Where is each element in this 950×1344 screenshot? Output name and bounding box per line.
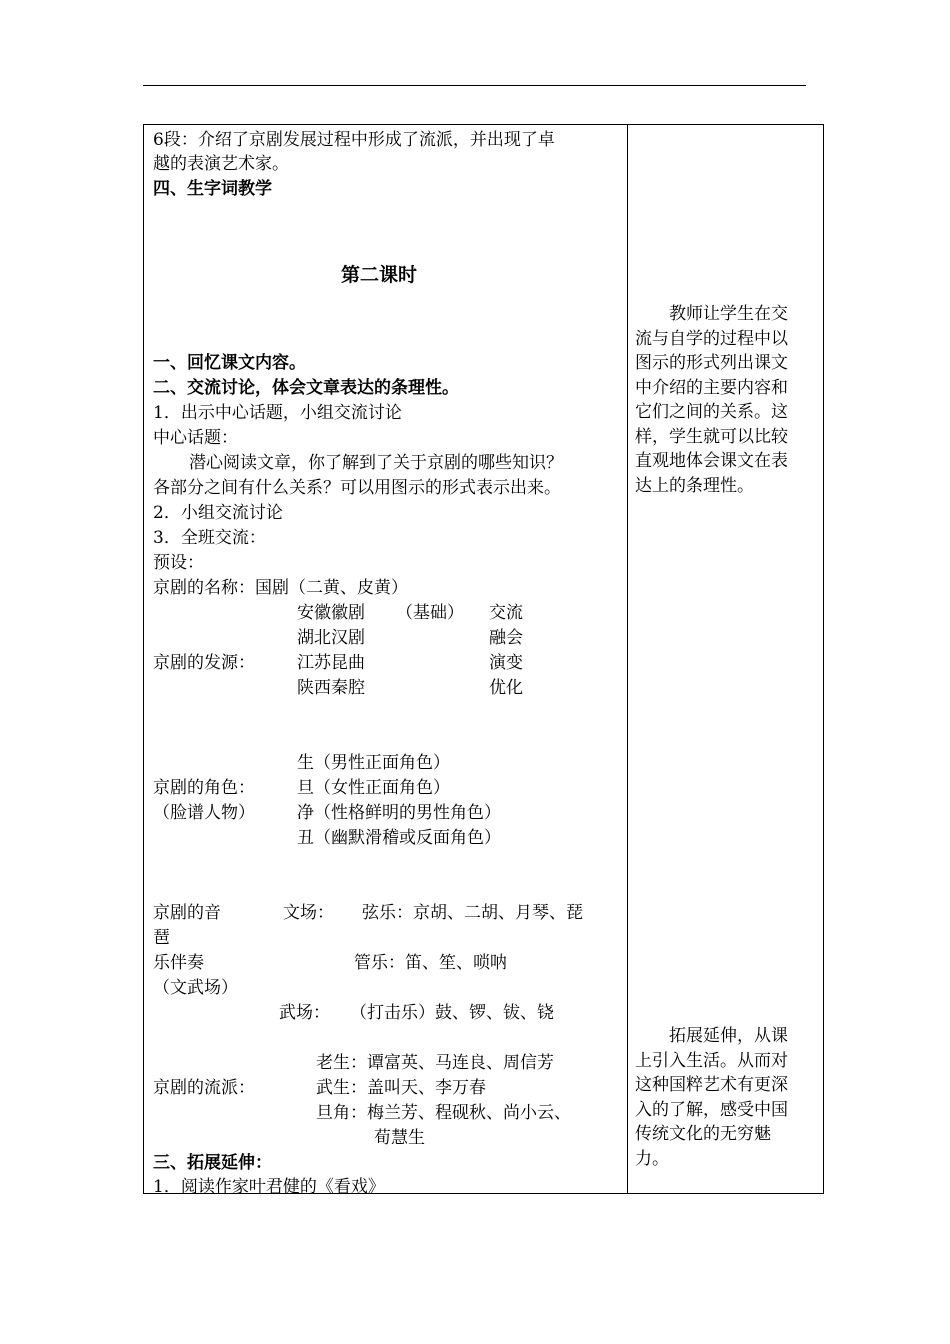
step-one: 1．出示中心话题，小组交流讨论 <box>153 403 402 423</box>
note-line: 教师让学生在交 <box>635 304 788 324</box>
music-wuchang: 武场： <box>279 1003 330 1023</box>
music-strings-wrap: 琶 <box>153 928 170 948</box>
note-line: 流与自学的过程中以 <box>635 328 788 349</box>
step-two: 2．小组交流讨论 <box>153 503 283 523</box>
origin-anhui-note: （基础） <box>396 603 464 623</box>
preset-label: 预设： <box>153 553 204 573</box>
role-dan: 旦（女性正面角色） <box>297 778 450 798</box>
heading-two: 二、交流讨论，体会文章表达的条理性。 <box>153 378 459 398</box>
origin-hubei: 湖北汉剧 <box>297 628 365 648</box>
school-danjiao-wrap: 荀慧生 <box>374 1128 425 1148</box>
note-line: 传统文化的无穷魅 <box>635 1124 771 1144</box>
origin-verb-2: 融会 <box>489 628 523 648</box>
origin-shaanxi: 陕西秦腔 <box>297 678 365 698</box>
note-line: 达上的条理性。 <box>635 475 754 496</box>
column-divider <box>627 125 628 1193</box>
teacher-note-2 <box>635 1024 817 1171</box>
origin-verb-1: 交流 <box>489 603 523 623</box>
music-label-1: 京剧的音 <box>153 903 221 923</box>
school-danjiao: 旦角：梅兰芳、程砚秋、尚小云、 <box>316 1103 571 1123</box>
role-sheng: 生（男性正面角色） <box>297 753 450 773</box>
opera-name-line: 京剧的名称：国剧（二黄、皮黄） <box>153 578 408 598</box>
roles-label: 京剧的角色： <box>153 778 255 798</box>
heading-four: 四、生字词教学 <box>153 179 272 199</box>
school-wusheng: 武生：盖叫天、李万春 <box>316 1078 486 1098</box>
music-label-2: 乐伴奏 <box>153 953 204 973</box>
extension-item-one: 1．阅读作家叶君健的《看戏》 <box>153 1177 385 1197</box>
role-chou: 丑（幽默滑稽或反面角色） <box>297 828 501 848</box>
music-wenchang: 文场： <box>283 903 334 923</box>
roles-label-2: （脸谱人物） <box>153 803 255 823</box>
note-line: 入的了解，感受中国 <box>635 1099 788 1120</box>
para-six-line2: 越的表演艺术家。 <box>153 154 289 174</box>
topic-question-line1: 潜心阅读文章，你了解到了关于京剧的哪些知识？ <box>189 453 563 473</box>
origin-jiangsu: 江苏昆曲 <box>297 653 365 673</box>
lesson-title: 第二课时 <box>341 264 418 286</box>
origin-anhui: 安徽徽剧 <box>297 603 365 623</box>
note-line: 拓展延伸，从课 <box>635 1026 788 1046</box>
note-line: 上引入生活。从而对 <box>635 1050 788 1071</box>
note-line: 它们之间的关系。这 <box>635 402 788 422</box>
music-label-3: （文武场） <box>153 978 238 998</box>
schools-label: 京剧的流派： <box>153 1078 255 1098</box>
step-three: 3．全班交流： <box>153 528 266 548</box>
teacher-note-1 <box>635 302 817 498</box>
topic-label: 中心话题： <box>153 428 238 448</box>
note-line: 力。 <box>635 1148 669 1169</box>
header-rule <box>143 85 806 86</box>
note-line: 直观地体会课文在表 <box>635 451 788 471</box>
music-strings: 弦乐：京胡、二胡、月琴、琵 <box>362 903 583 923</box>
origin-verb-4: 优化 <box>489 678 523 698</box>
note-line: 样，学生就可以比较 <box>635 426 788 447</box>
heading-three: 三、拓展延伸： <box>153 1153 272 1173</box>
origin-label: 京剧的发源： <box>153 653 255 673</box>
lesson-plan-table <box>143 124 824 1197</box>
note-line: 图示的形式列出课文 <box>635 353 788 373</box>
note-line: 这种国粹艺术有更深 <box>635 1075 788 1095</box>
origin-verb-3: 演变 <box>489 653 523 673</box>
para-six-line1: 6段：介绍了京剧发展过程中形成了流派，并出现了卓 <box>153 130 555 150</box>
note-line: 中介绍的主要内容和 <box>635 377 788 398</box>
role-jing: 净（性格鲜明的男性角色） <box>297 803 501 823</box>
topic-question-line2: 各部分之间有什么关系？可以用图示的形式表示出来。 <box>153 478 561 498</box>
music-percussion: （打击乐）鼓、锣、钹、铙 <box>350 1003 554 1023</box>
heading-one: 一、回忆课文内容。 <box>153 353 306 373</box>
music-winds: 管乐：笛、笙、唢呐 <box>354 953 507 973</box>
school-laosheng: 老生：谭富英、马连良、周信芳 <box>316 1053 554 1073</box>
